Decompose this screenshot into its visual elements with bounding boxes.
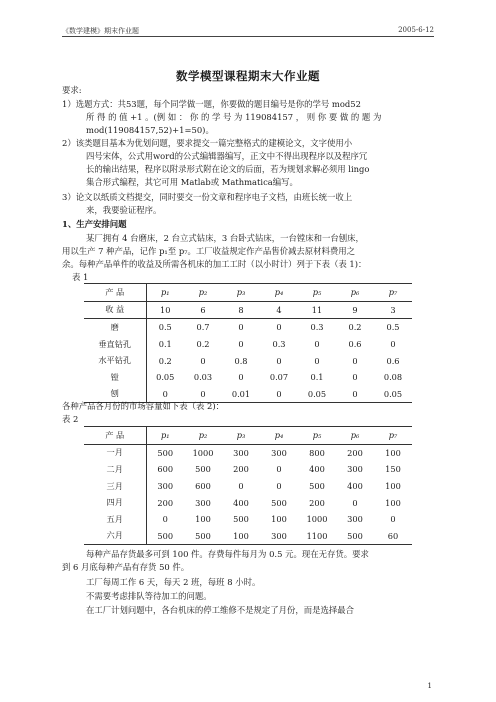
table-cell: 0 [260, 386, 298, 403]
product-header: p₁ [146, 284, 184, 302]
paragraph-line: 余。每种产品单件的收益及所需各机床的加工工时（以小时计）列于下表（表 1)： [62, 259, 367, 269]
product-header: p₃ [222, 284, 260, 302]
table-cell: 0 [276, 322, 282, 333]
table-cell: 0 [162, 514, 168, 525]
table-cell: 0 [352, 372, 358, 383]
table-cell: 1000 [306, 514, 328, 525]
table-cell: 0.1 [158, 339, 172, 350]
table-cell: 150 [385, 464, 401, 475]
table-cell: 0 [390, 514, 396, 525]
table-cell: 0 [352, 497, 358, 508]
page-title: 数学模型课程期末大作业题 [176, 69, 320, 83]
table-cell: 10 [146, 301, 184, 319]
table-cell: 0 [184, 386, 222, 403]
table-cell: 0 [276, 464, 282, 475]
table-cell: 0.8 [234, 355, 248, 366]
table-cell: 100 [385, 447, 401, 458]
table-cell: 0.08 [383, 372, 403, 383]
table-cell: 0 [314, 339, 320, 350]
table-cell: 300 [157, 481, 174, 492]
row-label: 水平钻孔 [84, 352, 146, 369]
table-row [84, 461, 412, 478]
header-date: 2005-6-12 [398, 26, 434, 34]
table-cell: 300 [195, 497, 211, 508]
product-header: p₅ [298, 427, 336, 445]
table-cell: 200 [157, 497, 174, 508]
paragraph-line: 在工厂计划问题中，各台机床的停工维修不是规定了月份，而是选择最合 [86, 605, 354, 615]
table-cell: 500 [233, 514, 249, 525]
table-cell: 0.3 [272, 339, 286, 350]
table-cell: 0.6 [386, 355, 400, 366]
paragraph-line: 到 6 月底每种产品有存货 50 件。 [62, 562, 190, 572]
row-label: 镗 [84, 369, 146, 386]
table-cell: 0 [200, 355, 206, 366]
row-label: 六月 [84, 528, 146, 545]
table-cell: 3 [374, 301, 412, 319]
paragraph-line: 不需要考虑排队等待加工的问题。 [86, 591, 212, 601]
table-cell: 100 [195, 514, 211, 525]
product-header: p₃ [222, 427, 260, 445]
table-cell: 1100 [298, 528, 336, 545]
table-cell: 400 [347, 481, 363, 492]
table-cell: 9 [336, 301, 374, 319]
requirement-line: 来，我要验证程序。 [86, 205, 162, 215]
table-row [84, 319, 412, 336]
table-cell: 400 [233, 497, 249, 508]
requirement-line: 2）该类题目基本为优划问题，要求提交一篇完整格式的建模论文，文字使用小 [62, 138, 353, 148]
product-header: p₇ [374, 284, 412, 302]
table-cell: 0.5 [158, 322, 172, 333]
table-cell: 0 [352, 355, 358, 366]
table-cell: 0 [390, 339, 396, 350]
row-label: 五月 [84, 511, 146, 528]
table-corner-cell: 产 品 [84, 284, 146, 302]
table-cell: 0.3 [310, 322, 324, 333]
table-header-row [84, 284, 412, 302]
product-header: p₂ [184, 284, 222, 302]
table-cell: 0.05 [156, 372, 175, 383]
header-rule [62, 36, 434, 37]
product-header: p₆ [336, 427, 374, 445]
table-row [84, 336, 412, 353]
product-header: p₆ [336, 284, 374, 302]
table-cell: 11 [298, 301, 336, 319]
page-number: 1 [427, 682, 432, 690]
table-cell: 0 [238, 322, 244, 333]
table-row [84, 511, 412, 528]
table-cell: 6 [184, 301, 222, 319]
requirement-line: 长的输出结果，程序以附录形式附在论文的后面，若为规划求解必须用 lingo [86, 164, 370, 174]
table-cell: 100 [271, 514, 287, 525]
row-label: 三月 [84, 478, 146, 495]
table-cell: 8 [222, 301, 260, 319]
table2-caption: 表 2 [62, 414, 79, 424]
table-2 [84, 426, 412, 545]
table-cell: 0.7 [196, 322, 210, 333]
table-row [84, 444, 412, 461]
table-cell: 60 [374, 528, 412, 545]
table-cell: 0.2 [158, 355, 172, 366]
paragraph-line: 各种产品各月份的市场容量如下表（表 2)： [62, 401, 225, 411]
row-label: 刨 [84, 386, 146, 403]
table-cell: 0.05 [298, 386, 336, 403]
table-header-row [84, 427, 412, 445]
requirement-line: 所 得 的 值 +1 。(例 如 ： 你 的 学 号 为 119084157 ， 则 你 要 做 的 题 为 [86, 112, 382, 122]
row-label: 磨 [84, 319, 146, 336]
product-header: p₁ [146, 427, 184, 445]
table-cell: 200 [233, 464, 249, 475]
table-cell: 300 [271, 447, 287, 458]
table-cell: 500 [309, 481, 325, 492]
row-label: 一月 [84, 444, 146, 461]
table-cell: 0.6 [348, 339, 362, 350]
table-cell: 300 [347, 514, 363, 525]
table-cell: 0.03 [193, 372, 213, 383]
row-label: 垂直钻孔 [84, 336, 146, 353]
table-cell: 0.2 [196, 339, 210, 350]
table-cell: 0 [314, 355, 320, 366]
table-cell: 100 [222, 528, 260, 545]
table-cell: 300 [233, 447, 249, 458]
table-cell: 500 [271, 497, 287, 508]
table-cell: 500 [195, 464, 211, 475]
requirements-heading: 要求: [62, 85, 82, 95]
table-corner-cell: 产 品 [84, 427, 146, 445]
table-cell: 200 [347, 447, 363, 458]
product-header: p₄ [260, 427, 298, 445]
table-cell: 200 [309, 497, 325, 508]
table-cell: 100 [385, 481, 401, 492]
table-cell: 0.1 [310, 372, 324, 383]
product-header: p₅ [298, 284, 336, 302]
table-cell: 0.07 [269, 372, 289, 383]
product-header: p₄ [260, 284, 298, 302]
table-row [84, 478, 412, 495]
table-cell: 0 [238, 339, 244, 350]
paragraph-line: 用以生产 7 种产品，记作 p₁至 p₇。工厂收益规定作产品售价减去原材料费用之 [62, 246, 356, 256]
table-cell: 0 [276, 481, 282, 492]
table-cell: 0.05 [374, 386, 412, 403]
requirement-line: 1）选题方式：共53题，每个同学做一题，你要做的题目编号是你的学号 mod52 [62, 99, 361, 109]
product-header: p₂ [184, 427, 222, 445]
row-label: 收 益 [84, 301, 146, 319]
row-label: 四月 [84, 494, 146, 511]
table-cell: 0 [238, 481, 244, 492]
product-header: p₇ [374, 427, 412, 445]
table-cell: 800 [309, 447, 325, 458]
table-cell: 400 [309, 464, 325, 475]
table1-caption: 表 1 [72, 272, 89, 282]
table-row [84, 494, 412, 511]
table-cell: 0 [146, 386, 184, 403]
table-cell: 500 [146, 528, 184, 545]
table-cell: 500 [184, 528, 222, 545]
requirement-line: mod(119084157,52)+1=50)。 [86, 125, 214, 135]
table-cell: 1000 [192, 447, 214, 458]
table-1 [84, 283, 412, 403]
header-left: 《数学建模》期末作业题 [62, 27, 139, 35]
table-row [84, 369, 412, 386]
table-cell: 500 [157, 447, 174, 458]
paragraph-line: 工厂每周工作 6 天，每天 2 班，每班 8 小时。 [86, 577, 261, 587]
section-heading: 1、生产安排问题 [62, 219, 127, 229]
table-cell: 100 [385, 497, 401, 508]
table-cell: 600 [157, 464, 174, 475]
table-row [84, 528, 412, 545]
table-cell: 300 [260, 528, 298, 545]
table-cell: 300 [347, 464, 363, 475]
requirement-line: 3）论文以纸质文档提交，同时要交一份文章和程序电子文档，由班长统一收上 [62, 192, 353, 202]
paragraph-line: 某厂拥有 4 台磨床，2 台立式钻床，3 台卧式钻床，一台镗床和一台刨床， [86, 233, 364, 243]
table-cell: 0.2 [348, 322, 362, 333]
row-label: 二月 [84, 461, 146, 478]
requirement-line: 四号宋体，公式用word的公式编辑器编写，正文中不得出现程序以及程序冗 [86, 151, 368, 161]
table-cell: 600 [195, 481, 211, 492]
table-cell: 4 [260, 301, 298, 319]
table-cell: 0.5 [386, 322, 400, 333]
table-row [84, 301, 412, 319]
paragraph-line: 每种产品存货最多可到 100 件。存费每件每月为 0.5 元。现在无存货。要求 [86, 549, 369, 559]
table-cell: 0 [276, 355, 282, 366]
table-cell: 0.01 [222, 386, 260, 403]
requirement-line: 集合形式编程，其它可用 Matlab或 Mathmatica编写。 [86, 177, 298, 187]
table-cell: 0 [238, 372, 244, 383]
table-row [84, 352, 412, 369]
table-cell: 500 [336, 528, 374, 545]
table-cell: 0 [336, 386, 374, 403]
